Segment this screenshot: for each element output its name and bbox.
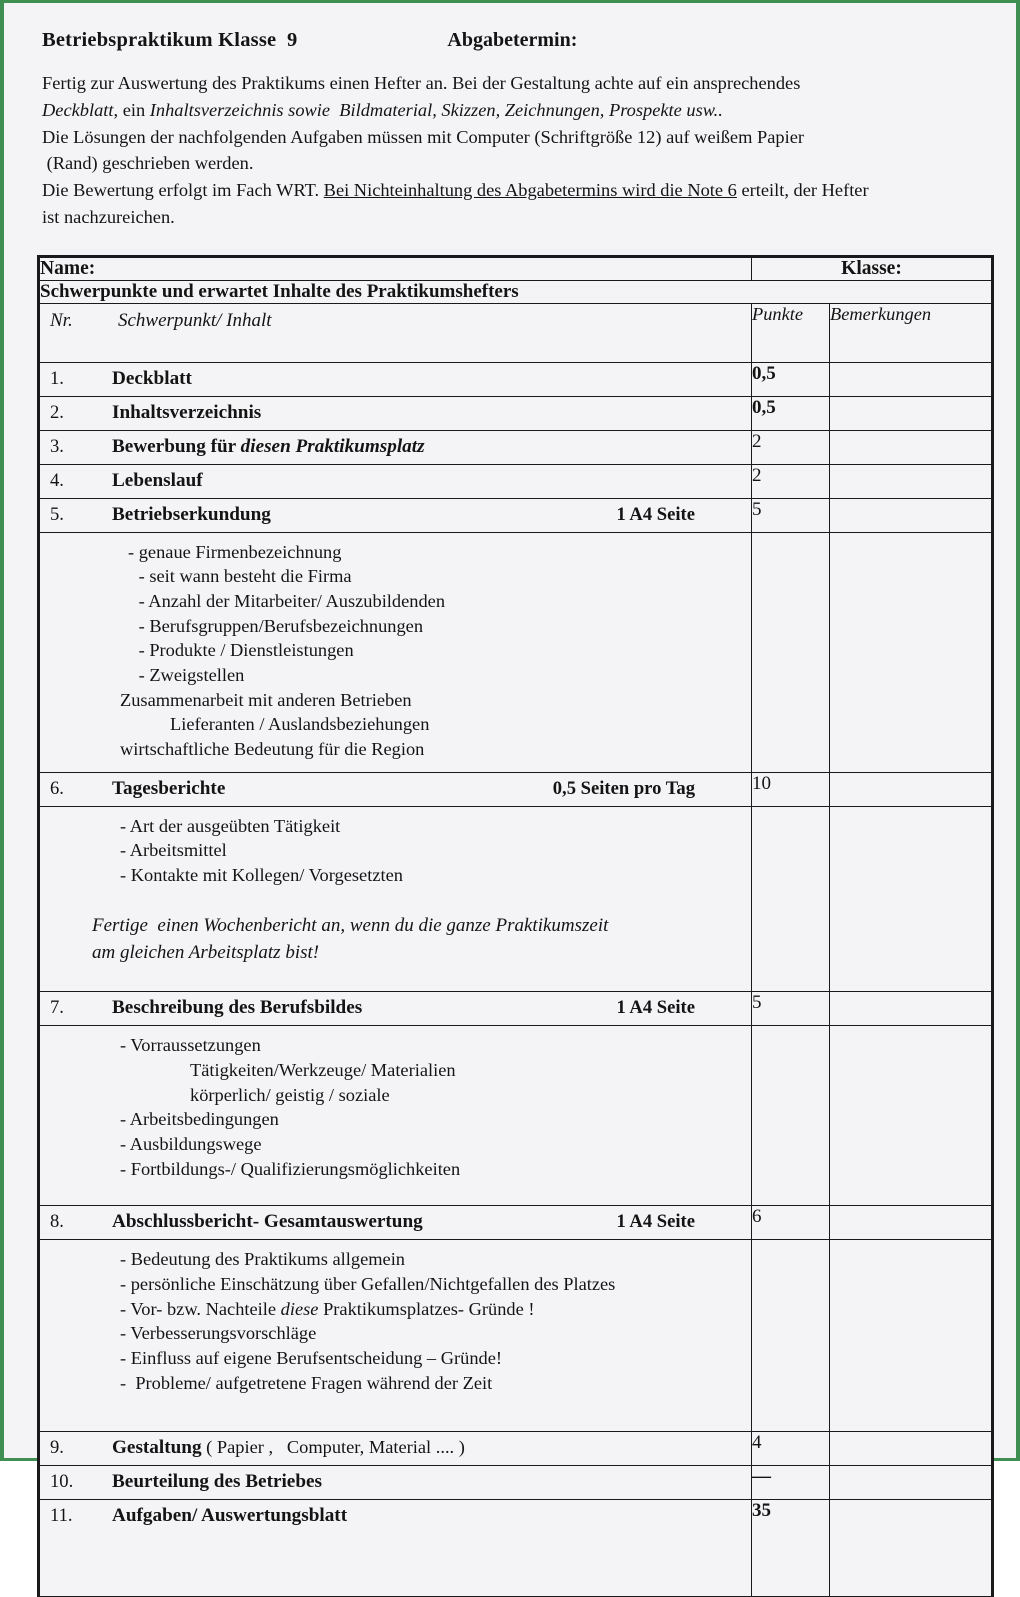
- row-9-points: 4: [752, 1432, 830, 1466]
- klasse-field-cell[interactable]: Klasse:: [752, 257, 992, 280]
- detail-item: - Art der ausgeübten Tätigkeit: [120, 815, 341, 836]
- due-date-label: Abgabetermin:: [447, 29, 578, 51]
- intro-deadline-warning: Bei Nichteinhaltung des Abgabetermins wird die Note 6: [323, 180, 737, 201]
- row-1-points: 0,5: [752, 362, 830, 396]
- table-row: [40, 1206, 992, 1240]
- detail-item: - Anzahl der Mitarbeiter/ Auszubildenden: [134, 590, 446, 611]
- detail-item: [50, 1297, 743, 1322]
- row-3-points: 2: [752, 430, 830, 464]
- detail-item: - genaue Firmenbezeichnung: [128, 541, 342, 562]
- row-1-content: [40, 362, 752, 396]
- row-5-points: 5: [752, 498, 830, 532]
- row-11-points: 35: [752, 1500, 830, 1597]
- detail-spacer: [50, 967, 743, 981]
- row-3-nr: 3.: [50, 435, 64, 457]
- row-8-remarks[interactable]: [830, 1206, 992, 1240]
- row-7-content: [40, 992, 752, 1026]
- table-row: [40, 362, 992, 396]
- detail-item: - Arbeitsmittel: [120, 840, 227, 861]
- row-9-remarks[interactable]: [830, 1432, 992, 1466]
- table-row: [40, 1500, 992, 1597]
- row-11-nr: 11.: [50, 1505, 73, 1527]
- row-6-title: Tagesberichte: [112, 777, 226, 799]
- intro-line-2-mid: , ein: [113, 99, 150, 120]
- row-5-title: Betriebserkundung: [112, 503, 271, 525]
- detail-item: Zusammenarbeit mit anderen Betrieben: [120, 689, 412, 710]
- row-11-content: [40, 1500, 752, 1597]
- evaluation-table: [39, 257, 992, 1597]
- row-10-content: [40, 1466, 752, 1500]
- table-row: [40, 464, 992, 498]
- column-header-nr: Nr.: [50, 309, 73, 331]
- row-9-title-main: Gestaltung: [112, 1437, 202, 1459]
- intro-line-2: [42, 97, 976, 124]
- row-10-points: —: [752, 1466, 830, 1500]
- detail-note-line-2: am gleichen Arbeitsplatz bist!: [92, 942, 320, 964]
- detail-spacer: [50, 1181, 743, 1195]
- row-5-content: [40, 498, 752, 532]
- row-2-nr: 2.: [50, 401, 64, 423]
- detail-item-prefix: - Vor- bzw. Nachteile: [120, 1298, 281, 1319]
- row-11-title: Aufgaben/ Auswertungsblatt: [112, 1505, 348, 1527]
- row-6-points: 10: [752, 772, 830, 806]
- row-2-content: [40, 396, 752, 430]
- detail-note-line-1: Fertige einen Wochenbericht an, wenn du die ganze Praktikumszeit: [92, 915, 609, 937]
- intro-line-3: Die Lösungen der nachfolgenden Aufgaben müssen mit Computer (Schriftgröße 12) auf weißem Papier: [42, 126, 804, 147]
- row-5-details-points[interactable]: [752, 532, 830, 772]
- page-title: Betriebspraktikum Klasse 9: [42, 29, 298, 51]
- detail-item: Lieferanten / Auslandsbeziehungen: [170, 714, 430, 735]
- detail-item: - Zweigstellen: [134, 664, 245, 685]
- detail-item: - Verbesserungsvorschläge: [120, 1323, 317, 1344]
- table-row: [40, 1432, 992, 1466]
- row-10-nr: 10.: [50, 1471, 74, 1493]
- detail-spacer: [50, 887, 743, 913]
- row-2-title: Inhaltsverzeichnis: [112, 401, 262, 423]
- intro-line-5: [42, 177, 976, 204]
- row-6-nr: 6.: [50, 777, 64, 799]
- row-3-title-mid: für: [205, 435, 241, 457]
- name-field-cell[interactable]: Name:: [40, 257, 752, 280]
- row-7-points: 5: [752, 992, 830, 1026]
- table-row: [40, 772, 992, 806]
- row-6-content: [40, 772, 752, 806]
- table-row: [40, 498, 992, 532]
- row-3-content: [40, 430, 752, 464]
- detail-item: - Einfluss auf eigene Berufsentscheidung – Gründe!: [120, 1347, 503, 1368]
- intro-materials-emphasis: Inhaltsverzeichnis sowie Bildmaterial, Skizzen, Zeichnungen, Prospekte usw..: [149, 99, 723, 120]
- row-6-details-points[interactable]: [752, 806, 830, 992]
- detail-item: wirtschaftliche Bedeutung für die Region: [120, 738, 425, 759]
- row-1-remarks[interactable]: [830, 362, 992, 396]
- intro-line-5-end: erteilt, der Hefter: [736, 180, 869, 201]
- evaluation-table-wrapper: [37, 255, 994, 1597]
- row-4-title: Lebenslauf: [112, 469, 203, 491]
- row-4-remarks[interactable]: [830, 464, 992, 498]
- row-3-title-emphasis: diesen Praktikumsplatz: [240, 435, 425, 457]
- row-3-title-main: Bewerbung: [112, 435, 206, 457]
- row-5-details: [40, 532, 752, 772]
- row-9-nr: 9.: [50, 1437, 64, 1459]
- row-9-title-extra: ( Papier , Computer, Material .... ): [201, 1437, 465, 1458]
- row-6-remarks[interactable]: [830, 772, 992, 806]
- column-header-content-cell: [40, 303, 752, 362]
- row-4-nr: 4.: [50, 469, 64, 491]
- detail-item: - Kontakte mit Kollegen/ Vorgesetzten: [120, 864, 403, 885]
- row-2-remarks[interactable]: [830, 396, 992, 430]
- row-6-details: [40, 806, 752, 992]
- row-7-title: Beschreibung des Berufsbildes: [112, 997, 363, 1019]
- row-1-title: Deckblatt: [112, 367, 192, 389]
- detail-item: körperlich/ geistig / soziale: [190, 1084, 390, 1105]
- detail-item: - Vorraussetzungen: [120, 1035, 261, 1056]
- detail-item: - Fortbildungs-/ Qualifizierungsmöglichkeiten: [120, 1158, 461, 1179]
- row-8-details: [40, 1240, 752, 1432]
- detail-spacer: [50, 1395, 743, 1421]
- document-header: [4, 3, 1016, 52]
- row-7-remarks[interactable]: [830, 992, 992, 1026]
- row-4-content: [40, 464, 752, 498]
- column-header-content: Schwerpunkt/ Inhalt: [118, 309, 272, 331]
- intro-line-5-start: Die Bewertung erfolgt im Fach WRT.: [42, 180, 324, 201]
- row-5-note: 1 A4 Seite: [616, 503, 695, 525]
- row-3-remarks[interactable]: [830, 430, 992, 464]
- row-10-title: Beurteilung des Betriebes: [112, 1471, 322, 1493]
- row-8-title: Abschlussbericht- Gesamtauswertung: [112, 1211, 423, 1233]
- row-6-details-remarks[interactable]: [830, 806, 992, 992]
- table-row-details: [40, 806, 992, 992]
- detail-item: Tätigkeiten/Werkzeuge/ Materialien: [190, 1060, 456, 1081]
- detail-item-suffix: Praktikumsplatzes- Gründe !: [318, 1298, 535, 1319]
- row-2-points: 0,5: [752, 396, 830, 430]
- intro-instructions: [4, 52, 1016, 231]
- row-1-nr: 1.: [50, 367, 64, 389]
- row-6-note: 0,5 Seiten pro Tag: [552, 777, 695, 799]
- detail-item: - Ausbildungswege: [120, 1134, 262, 1155]
- row-7-details-points[interactable]: [752, 1026, 830, 1206]
- intro-line-1: Fertig zur Auswertung des Praktikums einen Hefter an. Bei der Gestaltung achte auf ein ansprechendes: [42, 73, 801, 93]
- row-8-nr: 8.: [50, 1211, 64, 1233]
- table-row-section-heading: [40, 280, 992, 303]
- row-4-points: 2: [752, 464, 830, 498]
- detail-item: - Arbeitsbedingungen: [120, 1109, 279, 1130]
- detail-item-emphasis: diese: [280, 1298, 319, 1319]
- intro-line-4: (Rand) geschrieben werden.: [42, 153, 254, 174]
- table-row-details: [40, 1240, 992, 1432]
- table-row-details: [40, 532, 992, 772]
- detail-item: - Berufsgruppen/Berufsbezeichnungen: [134, 615, 424, 636]
- table-row-name: [40, 257, 992, 280]
- detail-item: - Produkte / Dienstleistungen: [134, 640, 354, 661]
- table-row: [40, 396, 992, 430]
- row-3-title: [112, 436, 425, 458]
- detail-item: - Bedeutung des Praktikums allgemein: [120, 1249, 406, 1270]
- row-7-note: 1 A4 Seite: [616, 997, 695, 1019]
- table-row: [40, 1466, 992, 1500]
- section-heading: Schwerpunkte und erwartet Inhalte des Praktikumshefters: [40, 280, 992, 303]
- detail-item: - seit wann besteht die Firma: [134, 566, 352, 587]
- row-8-details-remarks[interactable]: [830, 1240, 992, 1432]
- worksheet-sheet: [4, 3, 1016, 1527]
- row-7-details: [40, 1026, 752, 1206]
- table-row-column-headers: [40, 303, 992, 362]
- column-header-points: Punkte: [752, 303, 830, 362]
- row-8-note: 1 A4 Seite: [616, 1211, 695, 1233]
- row-11-remarks[interactable]: [830, 1500, 992, 1597]
- detail-item: - Probleme/ aufgetretene Fragen während der Zeit: [120, 1372, 493, 1393]
- intro-deckblatt-emphasis: Deckblatt: [42, 99, 114, 120]
- column-header-remarks: Bemerkungen: [830, 303, 992, 362]
- intro-line-6: ist nachzureichen.: [42, 206, 175, 227]
- table-row: [40, 992, 992, 1026]
- row-10-remarks[interactable]: [830, 1466, 992, 1500]
- row-8-content: [40, 1206, 752, 1240]
- row-5-remarks[interactable]: [830, 498, 992, 532]
- table-row-details: [40, 1026, 992, 1206]
- row-5-details-remarks[interactable]: [830, 532, 992, 772]
- row-9-content: [40, 1432, 752, 1466]
- row-8-points: 6: [752, 1206, 830, 1240]
- row-7-details-remarks[interactable]: [830, 1026, 992, 1206]
- row-7-nr: 7.: [50, 997, 64, 1019]
- detail-item: - persönliche Einschätzung über Gefallen/Nichtgefallen des Platzes: [120, 1274, 616, 1294]
- row-9-title: [112, 1437, 465, 1459]
- row-5-nr: 5.: [50, 503, 64, 525]
- table-row: [40, 430, 992, 464]
- row-8-details-points[interactable]: [752, 1240, 830, 1432]
